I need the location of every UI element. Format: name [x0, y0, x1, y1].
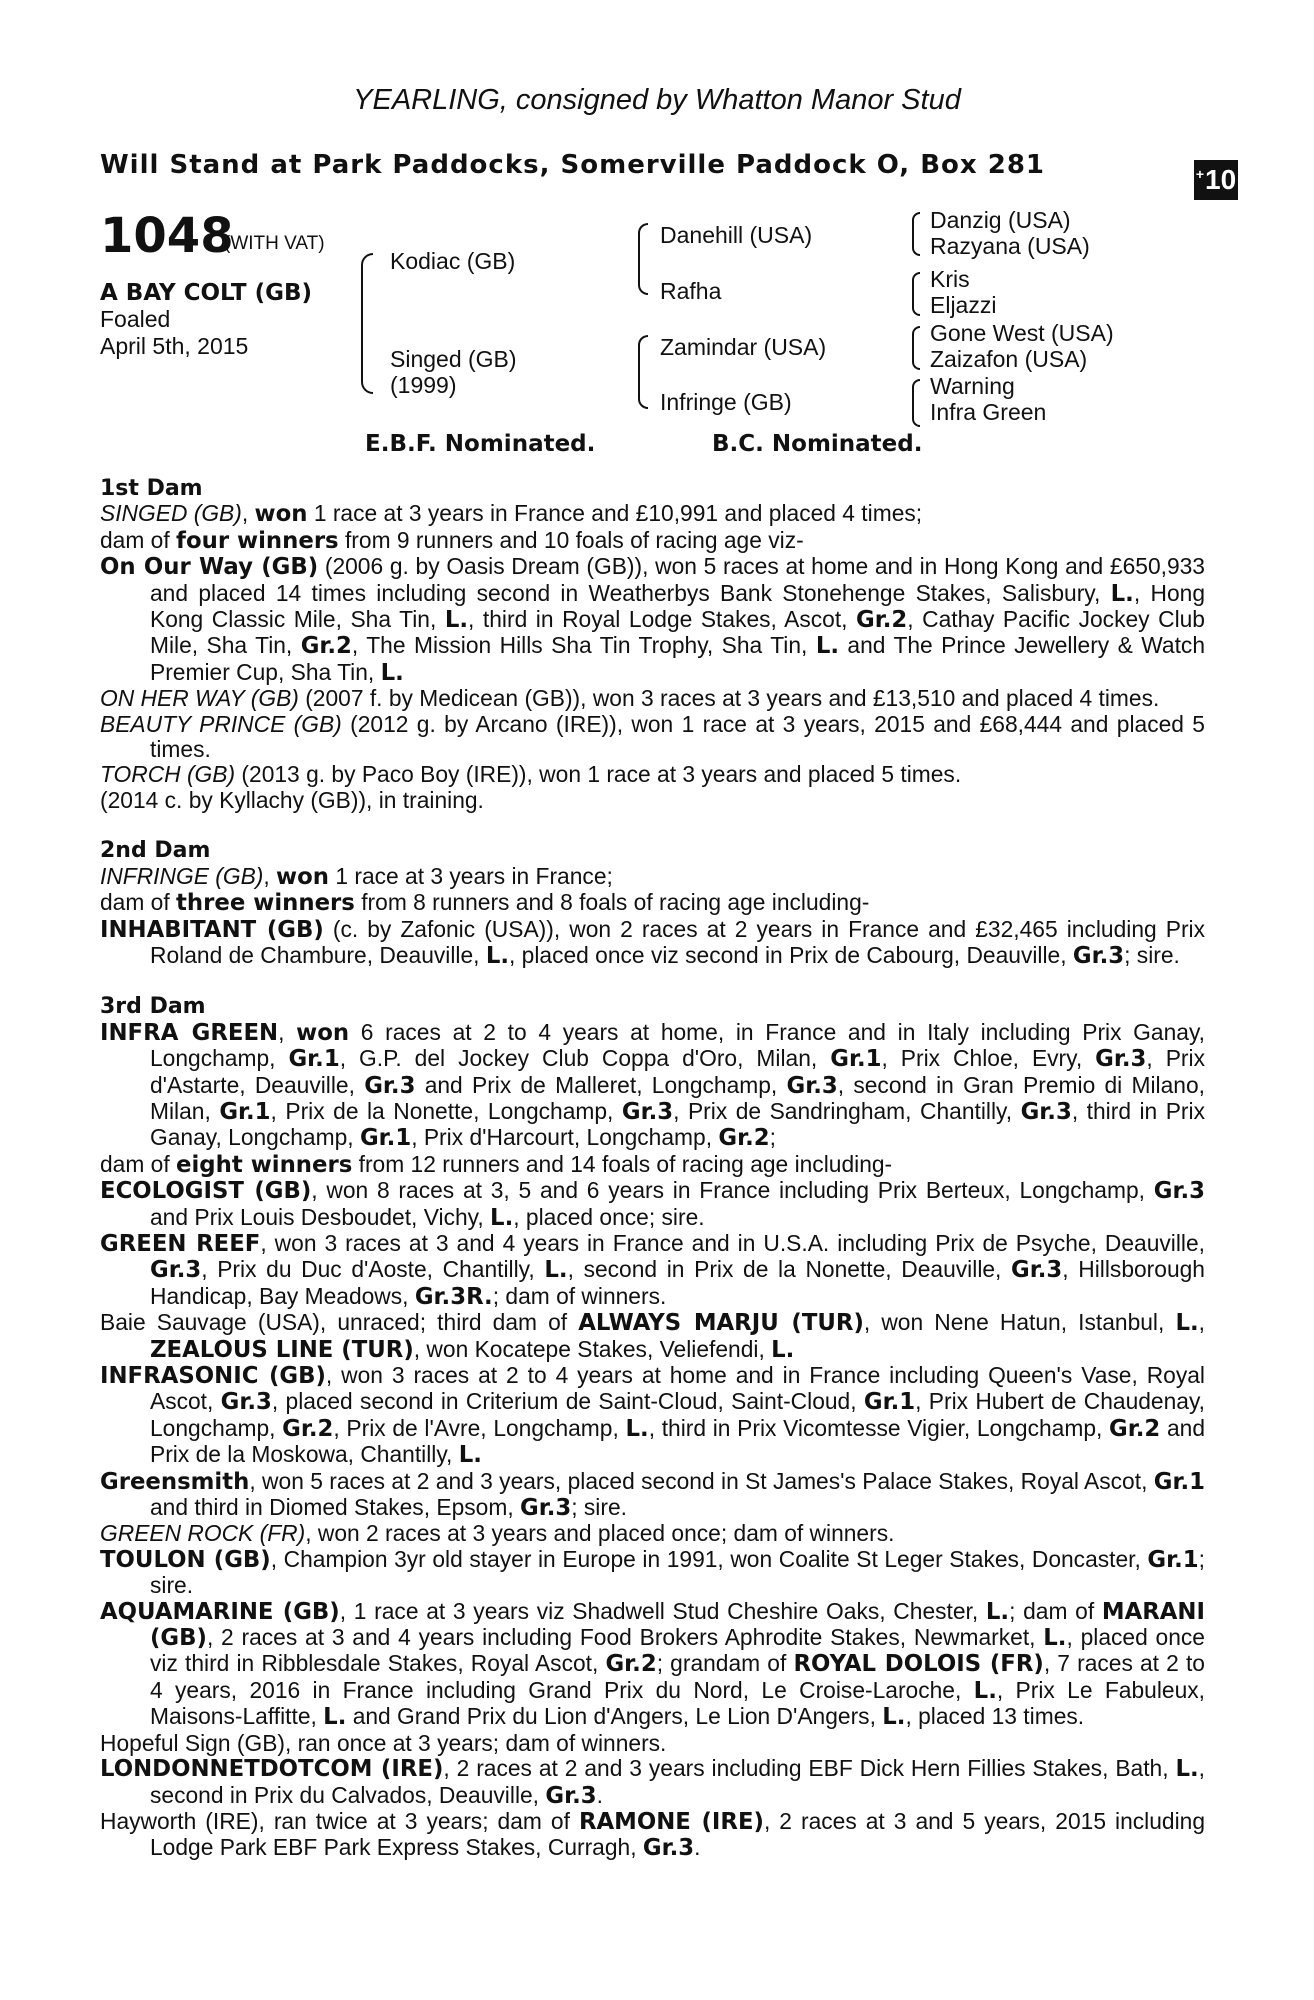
third-dam-produce-summary: dam of eight winners from 12 runners and 14 foals of racing age including- [100, 1150, 893, 1178]
pedigree-g1: Danzig (USA) [930, 207, 1071, 233]
progeny-entry: GREEN ROCK (FR), won 2 races at 3 years and placed once; dam of winners. [100, 1520, 895, 1547]
pedigree-dam-sire: Zamindar (USA) [660, 334, 827, 360]
descendant-entry: Hayworth (IRE), ran twice at 3 years; dam of RAMONE (IRE), 2 races at 3 and 5 years, 2015 including Lodge Park EBF Park Express Stakes, Curragh, Gr.3. [100, 1807, 1205, 1862]
first-dam-heading: 1st Dam [100, 476, 203, 501]
progeny-entry: GREEN REEF, won 3 races at 3 and 4 years in France and in U.S.A. including Prix de Psyche, Deauville, Gr.3, Prix du Duc d'Aoste, Chantilly, L., second in Prix de la Nonette, Deauville, Gr.3, Hillsborough Handicap, Bay Meadows, Gr.3R.; dam of winners. [100, 1229, 1205, 1310]
progeny-name: TORCH (GB) [100, 761, 236, 788]
dam-record: 1 race at 3 years in France and £10,991 and placed 4 times; [307, 500, 923, 527]
pedigree-g8: Infra Green [930, 399, 1047, 425]
pedigree-g2: Razyana (USA) [930, 233, 1090, 259]
pedigree-g3: Kris [930, 266, 970, 292]
second-dam-intro: INFRINGE (GB), won 1 race at 3 years in France; [100, 862, 613, 890]
foaled-info [100, 306, 248, 360]
lot-number: 1048 [100, 208, 234, 264]
pedigree-dam-year: (1999) [390, 372, 457, 398]
consignor-line: YEARLING, consigned by Whatton Manor Stud [353, 84, 961, 116]
dam-name: SINGED (GB) [100, 500, 242, 527]
progeny-name: INHABITANT (GB) [100, 916, 324, 943]
badge-sup: + [1195, 166, 1205, 182]
progeny-name: ON HER WAY (GB) [100, 685, 299, 712]
won-label: won [254, 501, 308, 528]
pedigree-brace-g2 [912, 272, 920, 316]
pedigree-brace-dam [638, 335, 648, 409]
descendant-entry: TOULON (GB), Champion 3yr old stayer in Europe in 1991, won Coalite St Leger Stakes, Doncaster, Gr.1; sire. [100, 1545, 1205, 1599]
badge-number: 10 [1205, 164, 1237, 195]
bc-nominated: B.C. Nominated. [712, 431, 923, 457]
progeny-name: BEAUTY PRINCE (GB) [100, 710, 342, 737]
lot-description: A BAY COLT (GB) [100, 280, 313, 306]
pedigree-brace-main [361, 253, 373, 394]
progeny-entry: BEAUTY PRINCE (GB) (2012 g. by Arcano (IRE)), won 1 race at 3 years, 2015 and £68,444 and placed 5 times. [100, 710, 1205, 763]
third-dam-heading: 3rd Dam [100, 994, 206, 1020]
pedigree-sire-sire: Danehill (USA) [660, 222, 813, 248]
progeny-entry: (2014 c. by Kyllachy (GB)), in training. [100, 786, 484, 813]
second-dam-produce-summary: dam of three winners from 8 runners and 8 foals of racing age including- [100, 889, 870, 917]
pedigree-sire-dam: Rafha [660, 278, 722, 304]
foaled-date: April 5th, 2015 [100, 333, 249, 359]
pedigree-brace-g3 [912, 326, 920, 370]
stand-location: Will Stand at Park Paddocks, Somerville Paddock O, Box 281 [100, 150, 1046, 180]
descendant-entry: Baie Sauvage (USA), unraced; third dam of ALWAYS MARJU (TUR), won Nene Hatun, Istanbul, L., ZEALOUS LINE (TUR), won Kocatepe Stakes, Veliefendi, L. [100, 1309, 1205, 1363]
progeny-entry: ON HER WAY (GB) (2007 f. by Medicean (GB)), won 3 races at 3 years and £13,510 and placed 4 times. [100, 685, 1160, 712]
pedigree-brace-g4 [912, 379, 920, 427]
catalogue-body [100, 476, 1205, 1862]
pedigree-brace-sire [638, 223, 648, 295]
progeny-name: On Our Way (GB) [100, 554, 319, 581]
descendant-entry: LONDONNETDOTCOM (IRE), 2 races at 2 and 3 years including EBF Dick Hern Fillies Stakes, Bath, L., second in Prix du Calvados, Deauville, Gr.3. [100, 1755, 1205, 1809]
pedigree-dam-dam: Infringe (GB) [660, 389, 792, 415]
pedigree-g7: Warning [930, 373, 1015, 399]
foaled-label: Foaled [100, 306, 171, 332]
pedigree-g5: Gone West (USA) [930, 320, 1114, 346]
lot-badge [1194, 160, 1238, 200]
pedigree-dam: Singed (GB) [390, 346, 517, 372]
progeny-entry: On Our Way (GB) (2006 g. by Oasis Dream (GB)), won 5 races at home and in Hong Kong and £650,933 and placed 14 times including second in Weatherbys Bank Stonehenge Stakes, Salisbury, L., Hong Kong Classic Mile, Sha Tin, L., third in Royal Lodge Stakes, Ascot, Gr.2, Cathay Pacific Jockey Club Mile, Sha Tin, Gr.2, The Mission Hills Sha Tin Trophy, Sha Tin, L. and The Prince Jewellery & Watch Premier Cup, Sha Tin, L. [100, 553, 1205, 686]
first-dam-produce-summary: dam of four winners from 9 runners and 10 foals of racing age viz- [100, 526, 804, 554]
descendant-entry: AQUAMARINE (GB), 1 race at 3 years viz Shadwell Stud Cheshire Oaks, Chester, L.; dam of MARANI (GB), 2 races at 3 and 4 years including Food Brokers Aphrodite Stakes, Newmarket, L., placed once viz third in Ribblesdale Stakes, Royal Ascot, Gr.2; grandam of ROYAL DOLOIS (FR), 7 races at 2 to 4 years, 2016 in France including Grand Prix du Nord, Le Croise-Laroche, L., Prix Le Fabuleux, Maisons-Laffitte, L. and Grand Prix du Lion d'Angers, Le Lion D'Angers, L., placed 13 times. [100, 1597, 1205, 1731]
progeny-entry: Hopeful Sign (GB), ran once at 3 years; dam of winners. [100, 1729, 667, 1756]
progeny-entry: Greensmith, won 5 races at 2 and 3 years, placed second in St James's Palace Stakes, Royal Ascot, Gr.1 and third in Diomed Stakes, Epsom, Gr.3; sire. [100, 1467, 1205, 1522]
progeny-entry: TORCH (GB) (2013 g. by Paco Boy (IRE)), won 1 race at 3 years and placed 5 times. [100, 761, 962, 788]
pedigree-g6: Zaizafon (USA) [930, 346, 1088, 372]
pedigree-g4: Eljazzi [930, 292, 997, 318]
progeny-entry: ECOLOGIST (GB), won 8 races at 3, 5 and 6 years in France including Prix Berteux, Longchamp, Gr.3 and Prix Louis Desboudet, Vichy, L., placed once; sire. [100, 1177, 1205, 1231]
progeny-entry: INHABITANT (GB) (c. by Zafonic (USA)), won 2 races at 2 years in France and £32,465 including Prix Roland de Chambure, Deauville, L., placed once viz second in Prix de Cabourg, Deauville, Gr.3; sire. [100, 915, 1205, 969]
third-dam-intro: INFRA GREEN, won 6 races at 2 to 4 years at home, in France and in Italy including Prix Ganay, Longchamp, Gr.1, G.P. del Jockey Club Coppa d'Oro, Milan, Gr.1, Prix Chloe, Evry, Gr.3, Prix d'Astarte, Deauville, Gr.3 and Prix de Malleret, Longchamp, Gr.3, second in Gran Premio di Milano, Milan, Gr.1, Prix de la Nonette, Longchamp, Gr.3, Prix de Sandringham, Chantilly, Gr.3, third in Prix Ganay, Longchamp, Gr.1, Prix d'Harcourt, Longchamp, Gr.2; [100, 1018, 1205, 1152]
progeny-entry: INFRASONIC (GB), won 3 races at 2 to 4 years at home and in France including Queen's Vase, Royal Ascot, Gr.3, placed second in Criterium de Saint-Cloud, Saint-Cloud, Gr.1, Prix Hubert de Chaudenay, Longchamp, Gr.2, Prix de l'Avre, Longchamp, L., third in Prix Vicomtesse Vigier, Longchamp, Gr.2 and Prix de la Moskowa, Chantilly, L. [100, 1362, 1206, 1469]
ebf-nominated: E.B.F. Nominated. [365, 431, 596, 457]
first-dam-intro: SINGED (GB), won 1 race at 3 years in France and £10,991 and placed 4 times; [100, 500, 923, 528]
pedigree-brace-g1 [912, 212, 920, 256]
pedigree-sire: Kodiac (GB) [390, 248, 516, 274]
second-dam-heading: 2nd Dam [100, 838, 211, 864]
lot-vat: (WITH VAT) [224, 233, 325, 254]
